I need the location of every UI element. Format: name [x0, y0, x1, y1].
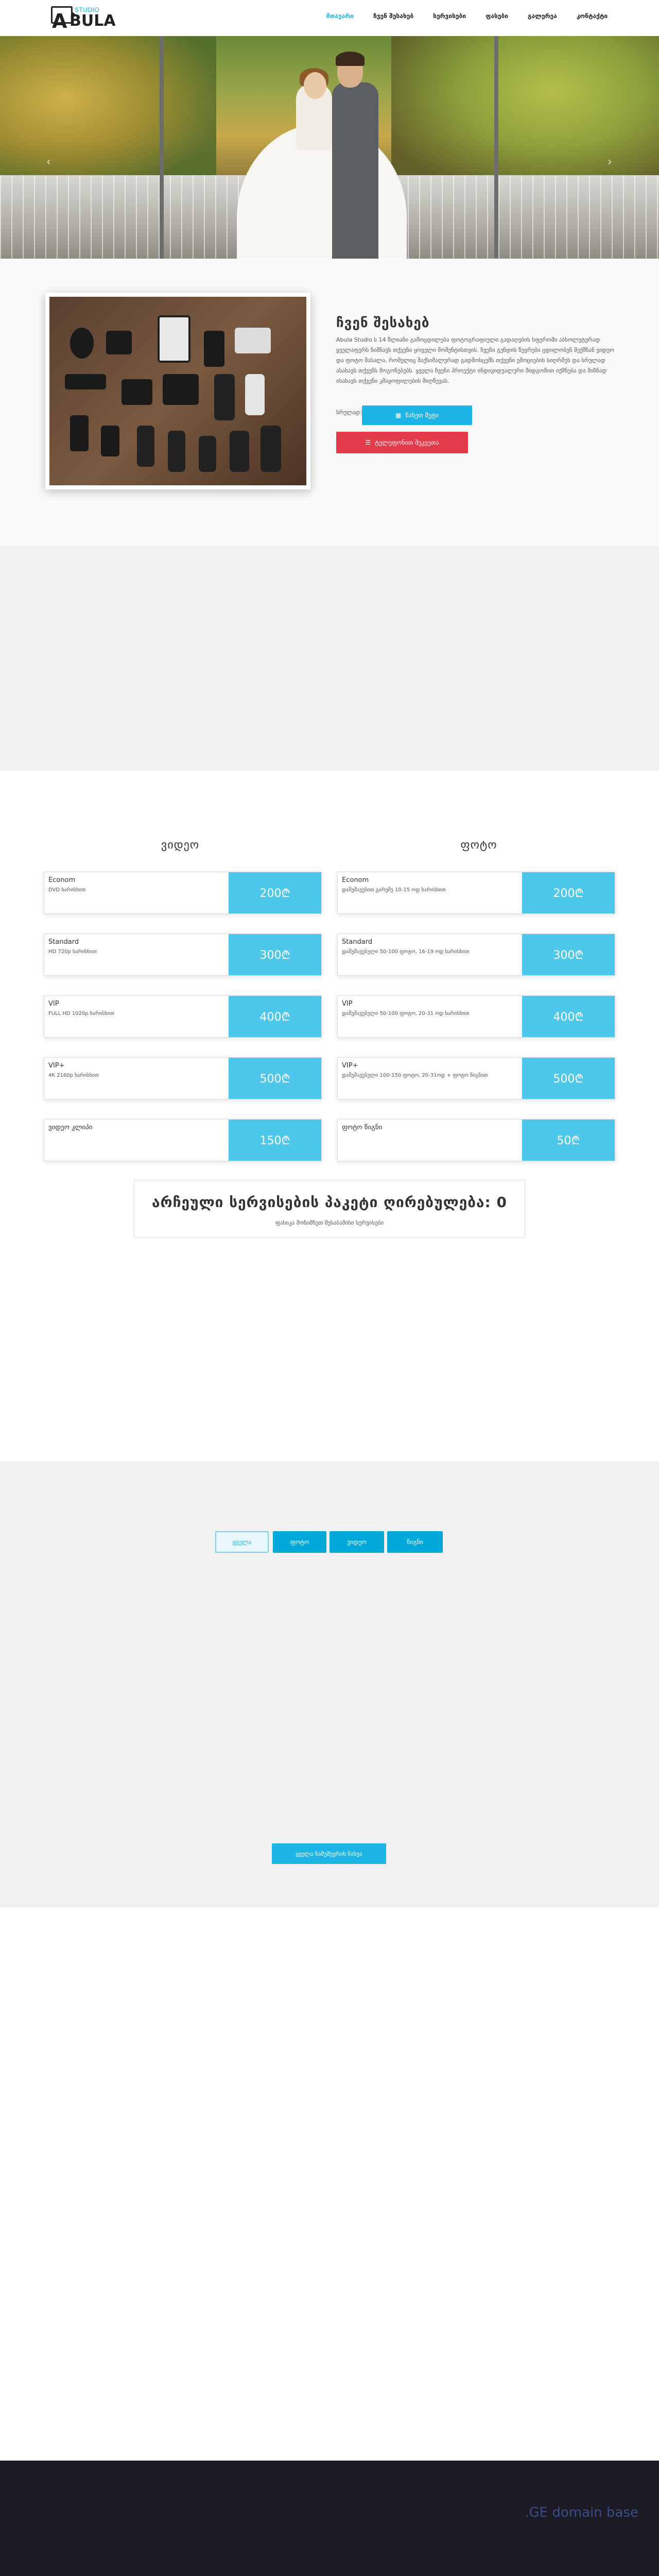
package-name: VIP: [48, 1000, 59, 1008]
camera-icon: [122, 379, 152, 405]
lens-icon: [137, 426, 154, 467]
package-description: დამუშავებული 100-150 ფოტო, 20-31ოდ + ფოტო წიგნით: [342, 1073, 488, 1078]
logo-bula-text: BULA: [70, 12, 116, 30]
services-section: [0, 545, 659, 771]
package-total-subtitle: ფასიკა მონიშნეთ შესაბამისი სერვისები: [275, 1219, 384, 1226]
logo-letter-a: A: [52, 10, 67, 32]
phone-icon: ☰: [365, 439, 371, 446]
package-price: 300₾: [522, 934, 615, 975]
package-name: Econom: [48, 876, 76, 884]
about-title: ჩვენ შესახებ: [336, 315, 430, 331]
lens-icon: [261, 426, 281, 472]
tablet-icon: [158, 315, 190, 363]
package-name: VIP+: [342, 1062, 358, 1070]
camera-icon: [106, 331, 132, 354]
package-price: 50₾: [522, 1120, 615, 1161]
hero-trees-left: [0, 36, 216, 191]
hero-bride-head: [304, 72, 326, 99]
photo-price-card[interactable]: [337, 934, 615, 976]
gallery-section: [0, 1461, 659, 1907]
headphones-icon: [70, 328, 94, 359]
package-price: 400₾: [522, 996, 615, 1037]
call-order-button[interactable]: [336, 432, 468, 453]
package-price: 300₾: [229, 934, 321, 975]
battery-icon: [70, 415, 89, 451]
grid-icon: ▦: [395, 412, 402, 419]
video-pricing-title: ვიდეო: [161, 839, 200, 852]
package-description: დამუშავებული 50-100 ფოტო, 20-31 ოდ ხარისხით: [342, 1011, 470, 1016]
package-description: დამუშავებული 50-100 ფოტო, 16-19 ოდ ხარისხით: [342, 949, 470, 955]
package-price: 400₾: [229, 996, 321, 1037]
nav-item-about[interactable]: ჩვენ შესახებ: [373, 12, 414, 20]
package-name: ფოტო წიგნი: [342, 1124, 383, 1131]
nav-item-contact[interactable]: კონტაქტი: [576, 12, 608, 20]
filter-book-button[interactable]: წიგნი: [387, 1531, 443, 1553]
video-price-card[interactable]: [44, 1057, 322, 1099]
photo-price-card[interactable]: [337, 1119, 615, 1161]
about-image: [45, 293, 310, 489]
package-description: 4K 2160p ხარისხით: [48, 1073, 99, 1078]
slider-prev-icon[interactable]: ‹: [46, 156, 51, 168]
package-description: დამუშავებით გარეშე 10-15 ოდ ხარისხით: [342, 887, 446, 893]
video-price-card[interactable]: [44, 872, 322, 914]
see-more-label: ნახეთ მეტი: [405, 412, 439, 419]
hero-slider: [0, 36, 659, 259]
package-name: ვიდეო კლიპი: [48, 1124, 93, 1131]
nav-item-prices[interactable]: ფასები: [485, 12, 508, 20]
logo-studio-text: STUDIO: [75, 6, 100, 13]
camera-gear-photo: [49, 297, 306, 485]
lens-icon: [230, 431, 249, 472]
hero-groom-hair: [336, 52, 365, 66]
lens-icon: [199, 436, 216, 472]
package-total-title: არჩეული სერვისების პაკეტი ღირებულება: 0: [152, 1194, 507, 1211]
package-description: DVD ხარისხით: [48, 887, 86, 893]
video-price-card[interactable]: [44, 934, 322, 976]
package-description: FULL HD 1020p ხარისხით: [48, 1011, 114, 1016]
package-price: 150₾: [229, 1120, 321, 1161]
camera-icon: [163, 374, 199, 405]
package-total-box: [134, 1180, 525, 1238]
grip-icon: [65, 374, 106, 389]
footer-domain-text[interactable]: .GE domain base: [525, 2505, 638, 2520]
lens-icon: [245, 374, 265, 415]
photo-price-card[interactable]: [337, 995, 615, 1038]
lens-icon: [214, 374, 235, 420]
lens-icon: [168, 431, 185, 472]
video-price-card[interactable]: [44, 995, 322, 1038]
filter-all-button[interactable]: ყველა: [215, 1531, 269, 1553]
package-name: VIP+: [48, 1062, 65, 1070]
nav-item-gallery[interactable]: გალერეა: [527, 12, 557, 20]
package-name: Standard: [342, 938, 373, 946]
photo-pricing-title: ფოტო: [460, 839, 497, 852]
about-more-label: სრულად:: [336, 409, 362, 416]
site-logo[interactable]: [49, 4, 116, 33]
nav-item-home[interactable]: მთავარი: [326, 12, 354, 20]
filter-video-button[interactable]: ვიდეო: [330, 1531, 384, 1553]
main-nav: [326, 12, 608, 20]
view-all-works-button[interactable]: ყველა ნამუშევრის ნახვა: [272, 1843, 386, 1864]
hero-trees-right: [391, 36, 659, 191]
photo-price-card[interactable]: [337, 1057, 615, 1099]
filter-photo-button[interactable]: ფოტო: [273, 1531, 326, 1553]
battery-icon: [101, 426, 119, 456]
package-name: Econom: [342, 876, 369, 884]
drone-icon: [235, 328, 271, 353]
package-price: 500₾: [229, 1058, 321, 1099]
hero-bridge-post: [494, 36, 498, 259]
hero-bridge-post: [160, 36, 164, 259]
package-price: 200₾: [229, 872, 321, 913]
slider-next-icon[interactable]: ›: [608, 156, 612, 168]
video-price-card[interactable]: [44, 1119, 322, 1161]
site-footer: [0, 2461, 659, 2576]
package-name: Standard: [48, 938, 79, 946]
site-header: [0, 0, 659, 36]
package-description: HD 720p ხარისხით: [48, 949, 97, 955]
about-text: Abula Studio ს 14 წლიანი გამოცდილება ფოტოგრაფიული გადაღების სფეროში აბსოლუტურად ყველაფერს ნიშნავს თქვენი ყოველი მომენტისთვის. ჩვენი გუნდის წევრები ცდილობენ შექმნან ვიდეო და ფოტო მასალა, რომელიც მაქსიმალურად გადმოსცემს თქვენი ემოციების სიღრმეს და სრულად ასახავს თქვენს მოგონებებს. ყველა ჩვენი პროექტი ინდივიდუალური მიდგომით იქმნება და მიზნად ისახავს თქვენი კმაყოფილების მიღწევას.: [336, 336, 614, 384]
package-price: 200₾: [522, 872, 615, 913]
package-name: VIP: [342, 1000, 353, 1008]
phone-icon: [204, 331, 224, 367]
hero-groom: [332, 82, 378, 259]
photo-price-card[interactable]: [337, 872, 615, 914]
see-more-button[interactable]: [362, 405, 472, 425]
package-price: 500₾: [522, 1058, 615, 1099]
nav-item-services[interactable]: სერვისები: [433, 12, 466, 20]
call-order-label: ტელეფონით შეკვეთა: [375, 439, 439, 446]
